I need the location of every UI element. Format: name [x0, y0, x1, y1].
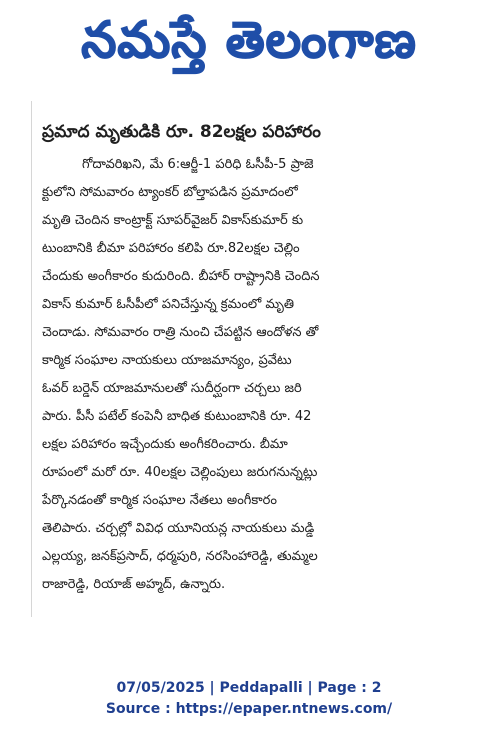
article-body	[42, 151, 470, 599]
newspaper-logo: నమస్తే తెలంగాణ	[81, 10, 417, 69]
article-line: చేందుకు అంగీకారం కుదురింది. బీహార్ రాష్ట్రానికి చెందిన	[42, 269, 320, 284]
article-clipping	[31, 101, 476, 617]
article-line: రూపంలో మరో రూ. 40లక్షల చెల్లింపులు జరుగనున్నట్లు	[42, 465, 318, 480]
article-line: కార్మిక సంఘాల నాయకులు యాజమాన్యం, ప్రవేటు	[42, 353, 292, 368]
article-line: ఓవర్ బర్డెన్ యాజమానులతో సుదీర్ఘంగా చర్చలు జరి	[42, 381, 302, 396]
article-line: తెలిపారు. చర్చల్లో వివిధ యూనియన్ల నాయకులు మడ్డి	[42, 521, 315, 536]
article-line: లక్షల పరిహారం ఇచ్చేందుకు అంగీకరించారు. బీమా	[42, 437, 288, 452]
article-line: టుంబానికి బీమా పరిహారం కలిపి రూ.82లక్షల చెల్లిం	[42, 241, 300, 256]
article-line: వికాస్ కుమార్ ఓసీపీలో పనిచేస్తున్న క్రమంలో మృతి	[42, 297, 295, 312]
article-headline: ప్రమాద మృతుడికి రూ. 82లక్షల పరిహారం	[42, 122, 321, 142]
edition-info: 07/05/2025 | Peddapalli | Page : 2	[116, 680, 382, 696]
article-line: ఎల్లయ్య, జనక్‌ప్రసాద్, ధర్మపురి, నరసింహారెడ్డి, తుమ్మల	[42, 549, 318, 564]
article-line: చెందాడు. సోమవారం రాత్రి నుంచి చేపట్టిన ఆందోళన తో	[42, 325, 319, 340]
article-line: గోదావరిఖని, మే 6:ఆర్జీ-1 పరిధి ఓసీపీ-5 ప్రాజె	[82, 157, 314, 172]
masthead	[0, 0, 498, 100]
article-line: పారు. పీసీ పటేల్ కంపెనీ బాధిత కుటుంబానికి రూ. 42	[42, 409, 312, 424]
article-line: రాజారెడ్డి, రియాజ్ అహ్మద్, ఉన్నారు.	[42, 577, 226, 592]
article-line: పేర్కొనడంతో కార్మిక సంఘాల నేతలు అంగీకారం	[42, 493, 277, 508]
footer	[0, 678, 498, 720]
article-line: క్టులోని సోమవారం ట్యాంకర్ బోల్తాపడిన ప్రమాదంలో	[42, 185, 298, 200]
article-line: మృతి చెందిన కాంట్రాక్ట్ సూపర్‌వైజర్ వికాస్‌కుమార్ కు	[42, 213, 304, 228]
source-link[interactable]: Source : https://epaper.ntnews.com/	[105, 701, 393, 717]
